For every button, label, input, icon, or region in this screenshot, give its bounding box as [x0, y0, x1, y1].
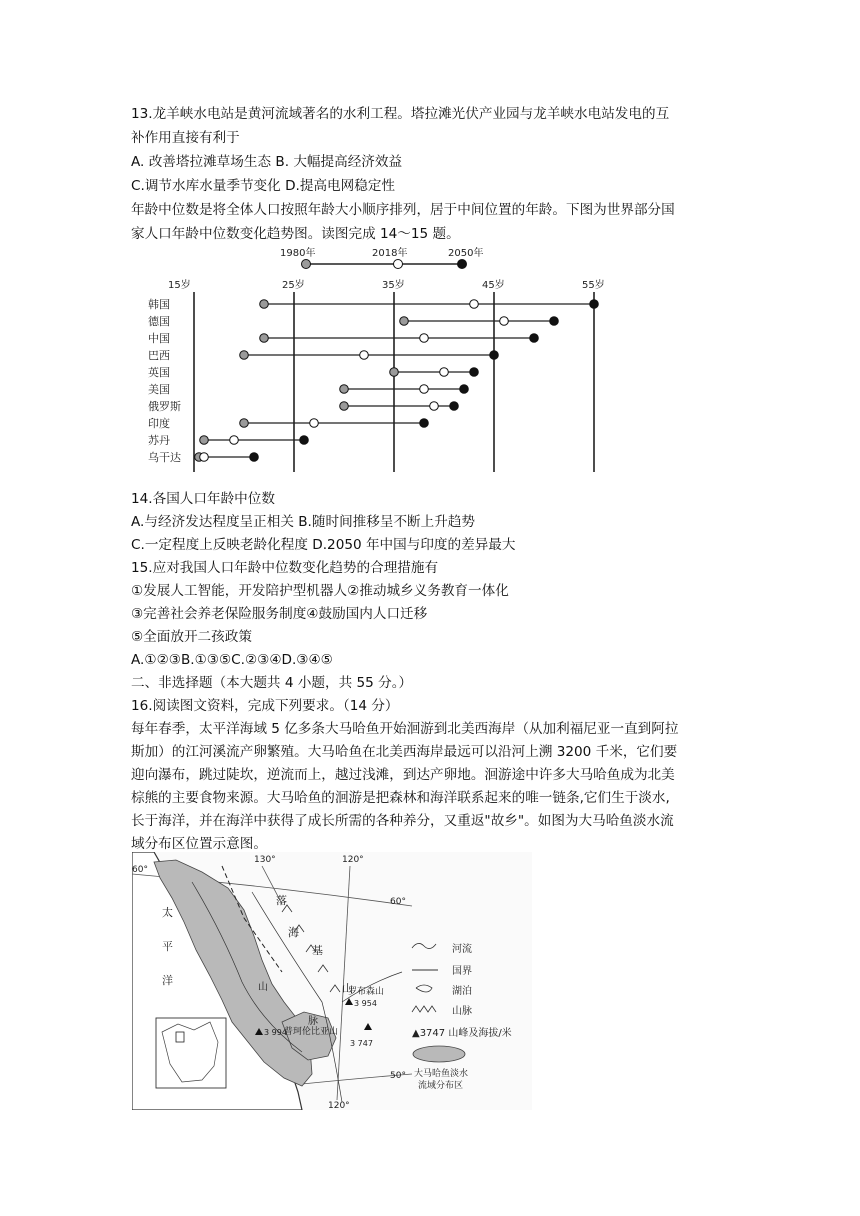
waddington-height: 3 994 [264, 1028, 287, 1037]
legend-marker-2 [458, 260, 467, 269]
q16-paragraph-line5: 长于海洋，并在海洋中获得了成长所需的各种养分，又重返"故乡"。如图为大马哈鱼淡水流 [131, 813, 674, 829]
point-2018年 [420, 334, 429, 343]
country-label: 德国 [148, 315, 170, 328]
point-1980年 [240, 419, 249, 428]
ocean-label-1: 太 [162, 906, 173, 919]
robson-height: 3 954 [354, 999, 377, 1008]
legend-border-label: 国界 [452, 966, 472, 977]
point-1980年 [240, 351, 249, 360]
q15-items-3-4: ③完善社会养老保险服务制度④鼓励国内人口迁移 [131, 606, 428, 622]
q16-stem: 16.阅读图文资料，完成下列要求。（14 分） [131, 698, 399, 714]
axis-tick-label-25: 25岁 [282, 280, 305, 291]
chart-legend [280, 246, 483, 269]
point-2050年 [460, 385, 469, 394]
q15-stem: 15.应对我国人口年龄中位数变化趋势的合理措施有 [131, 560, 439, 576]
point-2050年 [490, 351, 499, 360]
axis-tick-label-55: 55岁 [582, 280, 605, 291]
ocean-label-2: 平 [162, 940, 173, 953]
point-1980年 [340, 402, 349, 411]
hudson-height: 3 747 [350, 1039, 373, 1048]
country-label: 英国 [148, 366, 170, 379]
inset-map [156, 1018, 226, 1088]
rocky-label-1: 落 [276, 894, 287, 907]
point-2018年 [230, 436, 239, 445]
ocean-label-3: 洋 [162, 974, 173, 987]
lat-60-left-label: 60° [132, 865, 148, 875]
q13-options-ab: A. 改善塔拉滩草场生态 B. 大幅提高经济效益 [131, 154, 403, 170]
axis-tick-label-15: 15岁 [168, 280, 191, 291]
legend-label-1: 2018年 [372, 248, 408, 259]
point-1980年 [340, 385, 349, 394]
q15-items-1-2: ①发展人工智能，开发陪护型机器人②推动城乡义务教育一体化 [131, 583, 509, 599]
q13-stem-line1: 13.龙羊峡水电站是黄河流域著名的水利工程。塔拉滩光伏产业园与龙羊峡水电站发电的互 [131, 106, 670, 122]
point-2050年 [450, 402, 459, 411]
robson-label: 罗布森山 [348, 987, 385, 997]
q16-paragraph-line6: 域分布区位置示意图。 [131, 836, 267, 852]
lon-120-bottom-label: 120° [328, 1101, 350, 1110]
country-label: 中国 [148, 332, 170, 345]
legend-salmon-label-1: 大马哈鱼淡水 [414, 1069, 469, 1079]
q15-options: A.①②③B.①③⑤C.②③④D.③④⑤ [131, 652, 333, 668]
legend-mountain-label: 山脉 [452, 1006, 472, 1017]
point-1980年 [390, 368, 399, 377]
point-2050年 [470, 368, 479, 377]
q13-options-cd: C.调节水库水量季节变化 D.提高电网稳定性 [131, 178, 396, 194]
rocky-label-3: 基 [312, 944, 323, 957]
country-label: 乌干达 [148, 451, 181, 464]
legend-salmon-label-2: 流域分布区 [418, 1081, 464, 1091]
point-2018年 [440, 368, 449, 377]
section-2-heading: 二、非选择题（本大题共 4 小题，共 55 分。） [131, 675, 413, 691]
country-label: 美国 [148, 383, 170, 396]
country-label: 苏丹 [148, 434, 170, 447]
point-2018年 [500, 317, 509, 326]
country-label: 韩国 [148, 298, 170, 311]
q13-stem-line2: 补作用直接有利于 [131, 130, 240, 146]
rocky-label-2: 海 [288, 926, 299, 939]
country-label: 巴西 [148, 349, 170, 362]
q14-options-cd: C.一定程度上反映老龄化程度 D.2050 年中国与印度的差异最大 [131, 537, 516, 553]
point-2050年 [530, 334, 539, 343]
legend-label-2: 2050年 [448, 248, 484, 259]
point-2018年 [470, 300, 479, 309]
hudson-label: 普珂伦比亚山 [284, 1027, 339, 1037]
legend-label-0: 1980年 [280, 248, 316, 259]
point-1980年 [260, 334, 269, 343]
point-1980年 [200, 436, 209, 445]
point-2050年 [300, 436, 309, 445]
q14-stem: 14.各国人口年龄中位数 [131, 491, 275, 507]
legend-peak-label: ▲3747 山峰及海拔/米 [412, 1028, 512, 1039]
lon-130-label: 130° [254, 855, 276, 865]
q16-paragraph-line1: 每年春季，太平洋海域 5 亿多条大马哈鱼开始洄游到北美西海岸（从加利福尼亚一直到阿拉 [131, 721, 679, 737]
point-2018年 [310, 419, 319, 428]
point-2050年 [550, 317, 559, 326]
lon-120-top-label: 120° [342, 855, 364, 865]
axis-tick-label-45: 45岁 [482, 280, 505, 291]
chart-rows [148, 297, 598, 464]
q16-paragraph-line3: 迎向瀑布，跳过陡坎，逆流而上，越过浅滩，到达产卵地。洄游途中许多大马哈鱼成为北美 [131, 767, 675, 783]
coast-mountain-label-2: 脉 [308, 1016, 318, 1027]
point-2050年 [590, 300, 599, 309]
salmon-distribution-map [132, 852, 532, 1110]
coast-mountain-label-1: 山 [258, 982, 268, 993]
legend-river-label: 河流 [452, 944, 472, 955]
legend-marker-0 [302, 260, 311, 269]
point-2018年 [360, 351, 369, 360]
point-2050年 [420, 419, 429, 428]
rocky-label-4: 山 [342, 982, 353, 995]
axis-tick-label-35: 35岁 [382, 280, 405, 291]
q16-paragraph-line2: 斯加）的江河溪流产卵繁殖。大马哈鱼在北美西海岸最远可以沿河上溯 3200 千米，它们要 [131, 744, 678, 760]
median-age-chart [146, 244, 618, 476]
q16-paragraph-line4: 棕熊的主要食物来源。大马哈鱼的洄游是把森林和海洋联系起来的唯一链条,它们生于淡水, [131, 790, 670, 806]
country-label: 印度 [148, 417, 170, 430]
q15-item-5: ⑤全面放开二孩政策 [131, 629, 252, 645]
legend-lake-label: 湖泊 [452, 986, 472, 997]
intro-line1: 年龄中位数是将全体人口按照年龄大小顺序排列，居于中间位置的年龄。下图为世界部分国 [131, 202, 675, 218]
intro-line2: 家人口年龄中位数变化趋势图。读图完成 14～15 题。 [131, 226, 460, 242]
lat-50-label: 50° [390, 1071, 406, 1081]
q14-options-ab: A.与经济发达程度呈正相关 B.随时间推移呈不断上升趋势 [131, 514, 476, 530]
point-2018年 [420, 385, 429, 394]
point-2050年 [250, 453, 259, 462]
point-1980年 [260, 300, 269, 309]
lat-60-right-label: 60° [390, 897, 406, 907]
point-2018年 [200, 453, 209, 462]
point-2018年 [430, 402, 439, 411]
country-label: 俄罗斯 [148, 400, 181, 413]
legend-salmon-icon [413, 1046, 465, 1062]
point-1980年 [400, 317, 409, 326]
legend-marker-1 [394, 260, 403, 269]
